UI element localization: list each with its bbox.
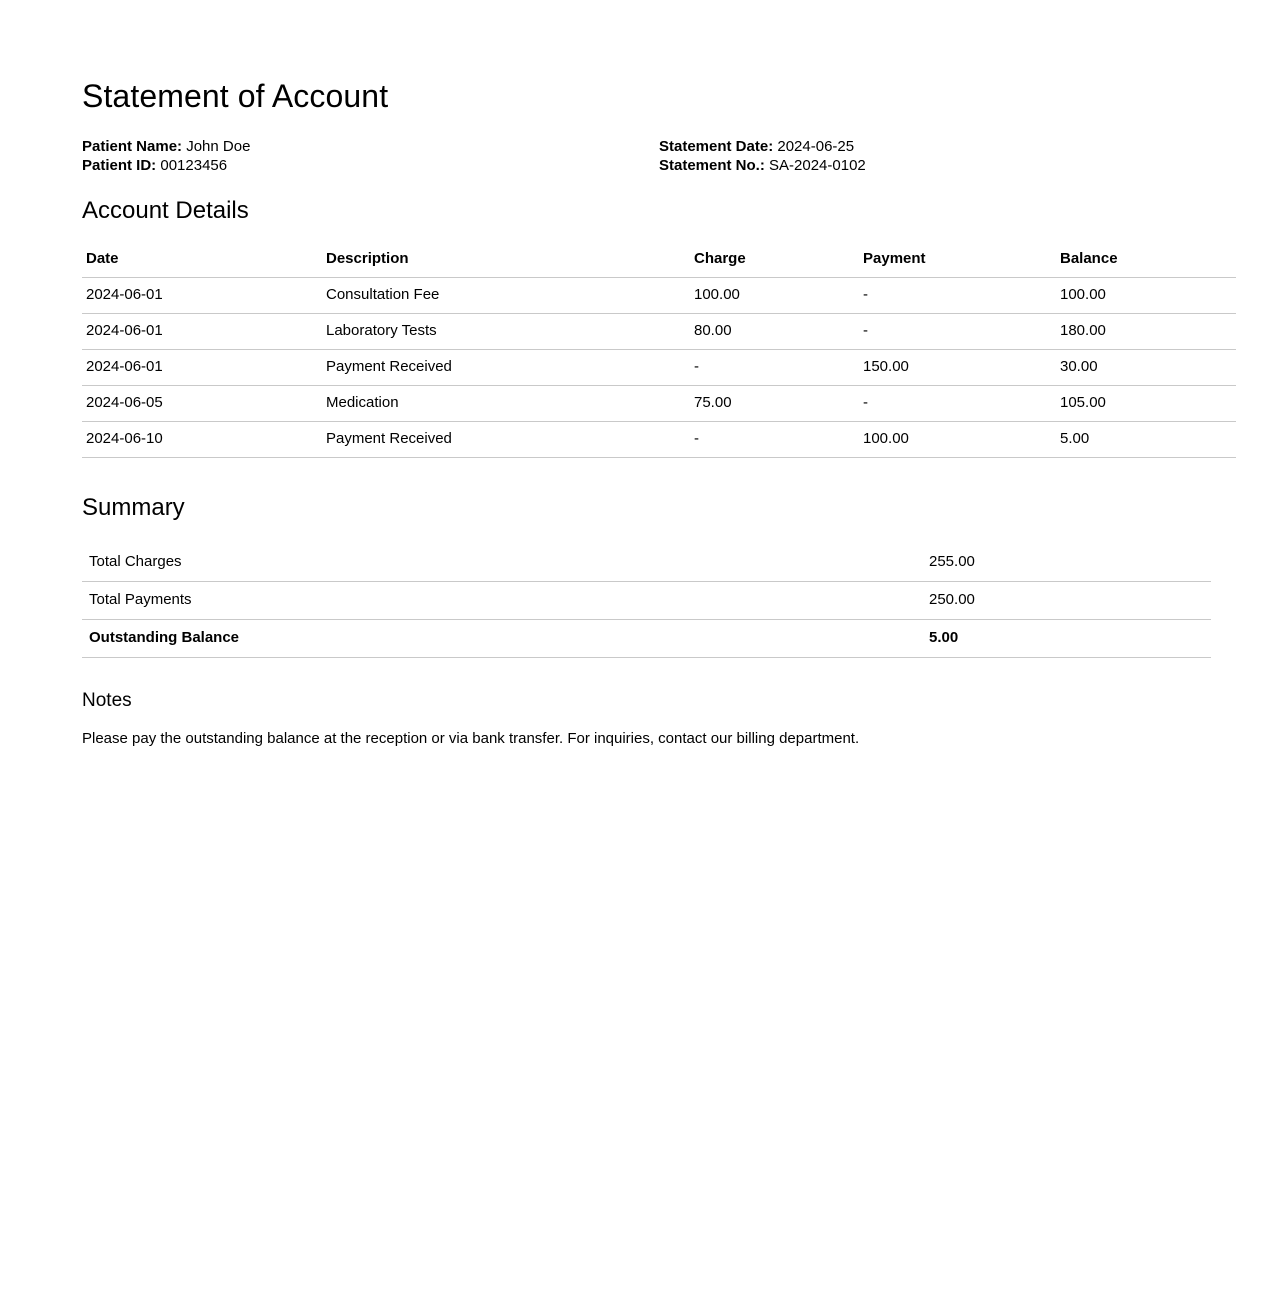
cell-date: 2024-06-10 [82, 421, 322, 457]
account-details-heading: Account Details [82, 196, 249, 224]
cell-description: Laboratory Tests [322, 313, 690, 349]
statement-info-block [659, 137, 1196, 175]
summary-label: Outstanding Balance [82, 620, 925, 658]
summary-value: 5.00 [925, 620, 1211, 658]
table-row [82, 349, 1236, 385]
table-row [82, 313, 1236, 349]
table-row [82, 421, 1236, 457]
cell-charge: - [690, 421, 859, 457]
account-details-table-head [82, 248, 1236, 278]
summary-label: Total Charges [82, 544, 925, 582]
cell-description: Medication [322, 385, 690, 421]
patient-id-label: Patient ID: [82, 156, 157, 174]
summary-row-total-payments [82, 582, 1211, 620]
column-header-charge: Charge [690, 248, 859, 278]
cell-charge: 75.00 [690, 385, 859, 421]
patient-name-label: Patient Name: [82, 137, 183, 155]
cell-charge: 100.00 [690, 277, 859, 313]
statement-meta [82, 137, 1196, 175]
cell-balance: 100.00 [1056, 277, 1236, 313]
patient-name-value: John Doe [186, 137, 251, 155]
cell-date: 2024-06-01 [82, 277, 322, 313]
account-details-table-wrap [82, 248, 1196, 458]
table-row [82, 385, 1236, 421]
column-header-description: Description [322, 248, 690, 278]
patient-name-line [82, 137, 659, 156]
statement-date-value: 2024-06-25 [777, 137, 855, 155]
patient-id-value: 00123456 [160, 156, 228, 174]
statement-date-line [659, 137, 1196, 156]
column-header-balance: Balance [1056, 248, 1236, 278]
notes-text: Please pay the outstanding balance at the reception or via bank transfer. For inquiries, contact our billing department. [82, 730, 860, 748]
cell-date: 2024-06-01 [82, 349, 322, 385]
cell-date: 2024-06-01 [82, 313, 322, 349]
patient-id-line [82, 156, 659, 175]
table-header-row [82, 248, 1236, 278]
notes-heading: Notes [82, 690, 132, 712]
account-details-table-body [82, 277, 1236, 457]
cell-payment: - [859, 313, 1056, 349]
cell-description: Consultation Fee [322, 277, 690, 313]
cell-description: Payment Received [322, 421, 690, 457]
page-title: Statement of Account [82, 78, 389, 114]
cell-balance: 30.00 [1056, 349, 1236, 385]
cell-balance: 180.00 [1056, 313, 1236, 349]
cell-charge: 80.00 [690, 313, 859, 349]
patient-info-block [82, 137, 659, 175]
account-details-table [82, 248, 1236, 458]
summary-heading: Summary [82, 493, 185, 521]
cell-balance: 5.00 [1056, 421, 1236, 457]
statement-no-value: SA-2024-0102 [769, 156, 866, 174]
summary-label: Total Payments [82, 582, 925, 620]
summary-table [82, 544, 1211, 658]
cell-description: Payment Received [322, 349, 690, 385]
summary-value: 255.00 [925, 544, 1211, 582]
cell-payment: 100.00 [859, 421, 1056, 457]
summary-table-body [82, 544, 1211, 658]
summary-value: 250.00 [925, 582, 1211, 620]
statement-date-label: Statement Date: [659, 137, 774, 155]
table-row [82, 277, 1236, 313]
cell-date: 2024-06-05 [82, 385, 322, 421]
cell-payment: 150.00 [859, 349, 1056, 385]
cell-charge: - [690, 349, 859, 385]
statement-no-label: Statement No.: [659, 156, 765, 174]
summary-row-outstanding-balance [82, 620, 1211, 658]
cell-balance: 105.00 [1056, 385, 1236, 421]
cell-payment: - [859, 385, 1056, 421]
column-header-date: Date [82, 248, 322, 278]
cell-payment: - [859, 277, 1056, 313]
statement-no-line [659, 156, 1196, 175]
summary-row-total-charges [82, 544, 1211, 582]
summary-table-wrap [82, 544, 1196, 658]
column-header-payment: Payment [859, 248, 1056, 278]
